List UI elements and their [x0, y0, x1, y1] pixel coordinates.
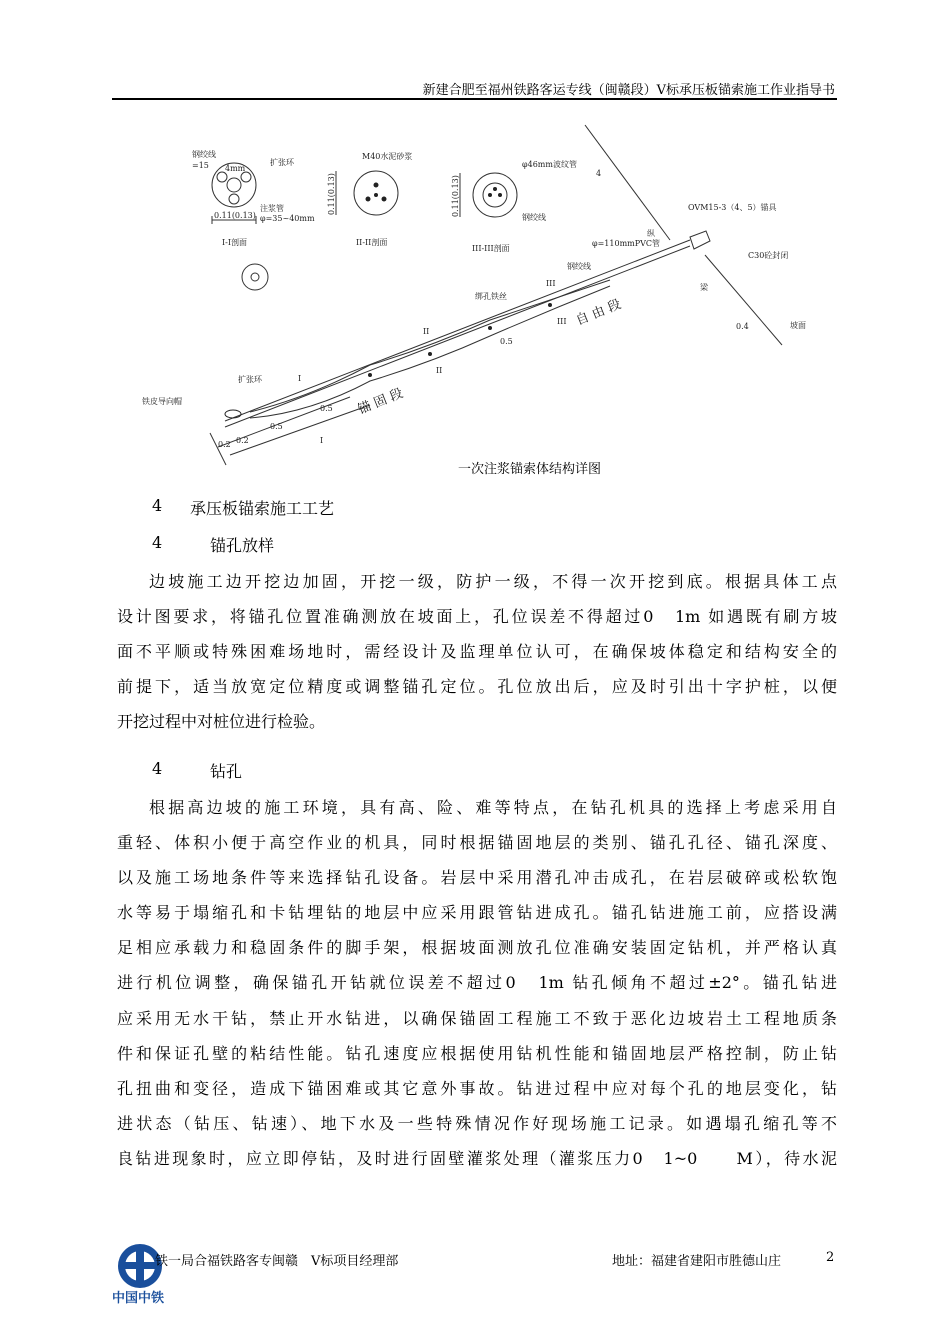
section-3-circle: [473, 173, 517, 217]
section-4-title: 承压板锚索施工工艺: [190, 499, 335, 518]
section-4-number: 4: [152, 496, 163, 515]
para2-line: 件和保证孔壁的粘结性能。钻孔速度应根据使用钻机性能和锚固地层严格控制，防止钻: [117, 1043, 837, 1063]
section-3-label: III-III剖面: [472, 244, 510, 253]
para2-line: 水等易于塌缩孔和卡钻埋钻的地层中应采用跟管钻进成孔。锚孔钻进施工前，应搭设满: [117, 903, 837, 923]
dim-02b: 0.2: [236, 436, 249, 445]
section-2-label: II-II剖面: [356, 238, 388, 247]
para2-line: 进行机位调整，确保锚孔开钻就位误差不超过0 1m 钻孔倾角不超过±2°。锚孔钻进: [117, 973, 837, 993]
logo-text: 中国中铁: [112, 1291, 165, 1306]
sub2-title: 钻孔: [210, 762, 243, 781]
page-number: 2: [826, 1250, 835, 1265]
header-title: 新建合肥至福州铁路客运专线（闽赣段）V标承压板锚索施工作业指导书: [422, 83, 835, 98]
section-mark-II-bottom: II: [436, 366, 443, 375]
section-mark-III-bottom: III: [557, 317, 567, 326]
expand-ring-label: 扩张环: [270, 158, 294, 167]
steel-strand-3-label: 钢绞线: [522, 213, 546, 222]
section-dim-2: 0.11(0.13): [327, 173, 336, 215]
header-rule: [112, 98, 837, 100]
c30-seal-label: C30砼封闭: [748, 251, 789, 260]
sub1-title: 锚孔放样: [210, 536, 275, 555]
para1-line: 设计图要求，将锚孔位置准确测放在坡面上，孔位误差不得超过0 1m 如遇既有刷方坡: [117, 607, 837, 627]
section-mark-III-top: III: [546, 279, 556, 288]
para2-line: 重轻、体积小便于高空作业的机具，同时根据锚固地层的类别、锚孔孔径、锚孔深度、: [117, 833, 837, 853]
dim-4: 4: [596, 169, 602, 178]
dim-05c: 0.5: [500, 337, 513, 346]
beam-label: 梁: [700, 283, 708, 292]
cement-mortar-label: M40水泥砂浆: [362, 152, 413, 161]
para1-line: 开挖过程中对桩位进行检验。: [117, 712, 326, 732]
sub2-number: 4: [152, 759, 163, 778]
para2-line: 应采用无水干钻，禁止开水钻进，以确保锚固工程施工不致于恶化边坡岩土工程地质条: [117, 1008, 837, 1028]
section-mark-I-bottom: I: [320, 436, 324, 445]
sub1-number: 4: [152, 533, 163, 552]
anchor-diagram: [130, 115, 830, 470]
expand-ring-main-label: 扩张环: [238, 375, 262, 384]
para2-line: 足相应承载力和稳固条件的脚手架，根据坡面测放孔位准确安装固定钻机，并严格认真: [117, 938, 837, 958]
para2-line: 根据高边坡的施工环境，具有高、险、难等特点，在钻孔机具的选择上考虑采用自: [149, 798, 837, 817]
section-1-label: I-I剖面: [222, 238, 248, 247]
section-dim-1: 0.11(0.13): [214, 211, 256, 220]
size-4mm-label: 4mm: [225, 164, 246, 173]
corrugated-pipe-label: φ46mm波纹管: [522, 160, 577, 169]
steel-strand-label: 钢绞线: [192, 150, 216, 159]
dim-05b: 0.5: [270, 422, 283, 431]
dim-05a: 0.5: [320, 404, 333, 413]
dim-02a: 0.2: [218, 440, 231, 449]
para1-line: 边坡施工边开挖边加固，开挖一级，防护一级，不得一次开挖到底。根据具体工点: [149, 572, 837, 591]
section-mark-II-top: II: [423, 327, 430, 336]
para1-line: 面不平顺或特殊困难场地时，需经设计及监理单位认可，在确保坡体稳定和结构安全的: [117, 642, 837, 662]
dim-04: 0.4: [736, 322, 749, 331]
footer-address: 地址：福建省建阳市胜德山庄: [612, 1254, 782, 1269]
para2-line: 进状态（钻压、钻速）、地下水及一些特殊情况作好现场施工记录。如遇塌孔缩孔等不: [117, 1113, 837, 1133]
tie-wire-label: 绑孔铁丝: [475, 292, 507, 301]
para1-line: 前提下，适当放宽定位精度或调整锚孔定位。孔位放出后，应及时引出十字护桩，以便: [117, 677, 837, 697]
vertical-label: 纵: [647, 229, 655, 238]
paragraph-2: [117, 790, 837, 1176]
anchor-head-label: OVM15-3（4、5）锚具: [688, 203, 777, 212]
section-dim-3: 0.11(0.13): [451, 175, 460, 217]
guide-cap-label: 铁皮导向帽: [142, 397, 182, 406]
para2-line: 良钻进现象时，应立即停钻，及时进行固壁灌浆处理（灌浆压力0 1~0 M），待水泥: [117, 1148, 837, 1168]
pvc-pipe-label: φ=110mmPVC管: [592, 239, 661, 248]
strand-spec-label: =15: [192, 161, 209, 170]
para2-line: 孔扭曲和变径，造成下锚困难或其它意外事故。钻进过程中应对每个孔的地层变化，钻: [117, 1078, 837, 1098]
figure-caption: 一次注浆锚索体结构详图: [458, 462, 602, 477]
grout-pipe-label: 注浆管: [260, 204, 284, 213]
section-mark-I-top: I: [298, 374, 302, 383]
para2-line: 以及施工场地条件等来选择钻孔设备。岩层中采用潜孔冲击成孔，在岩层破碎或松软饱: [117, 868, 837, 888]
paragraph-1: [117, 564, 837, 739]
anchored-section-label: 锚 固 段: [355, 386, 406, 418]
slope-face-label: 坡面: [790, 321, 806, 330]
steel-strand-main-label: 钢绞线: [567, 262, 591, 271]
free-section-label: 自 由 段: [573, 297, 624, 329]
footer-company: 铁一局合福铁路客专闽赣 V标项目经理部: [155, 1254, 399, 1269]
anchor-structure-figure: [130, 115, 830, 470]
grout-pipe-dia-label: φ=35~40mm: [260, 214, 315, 223]
